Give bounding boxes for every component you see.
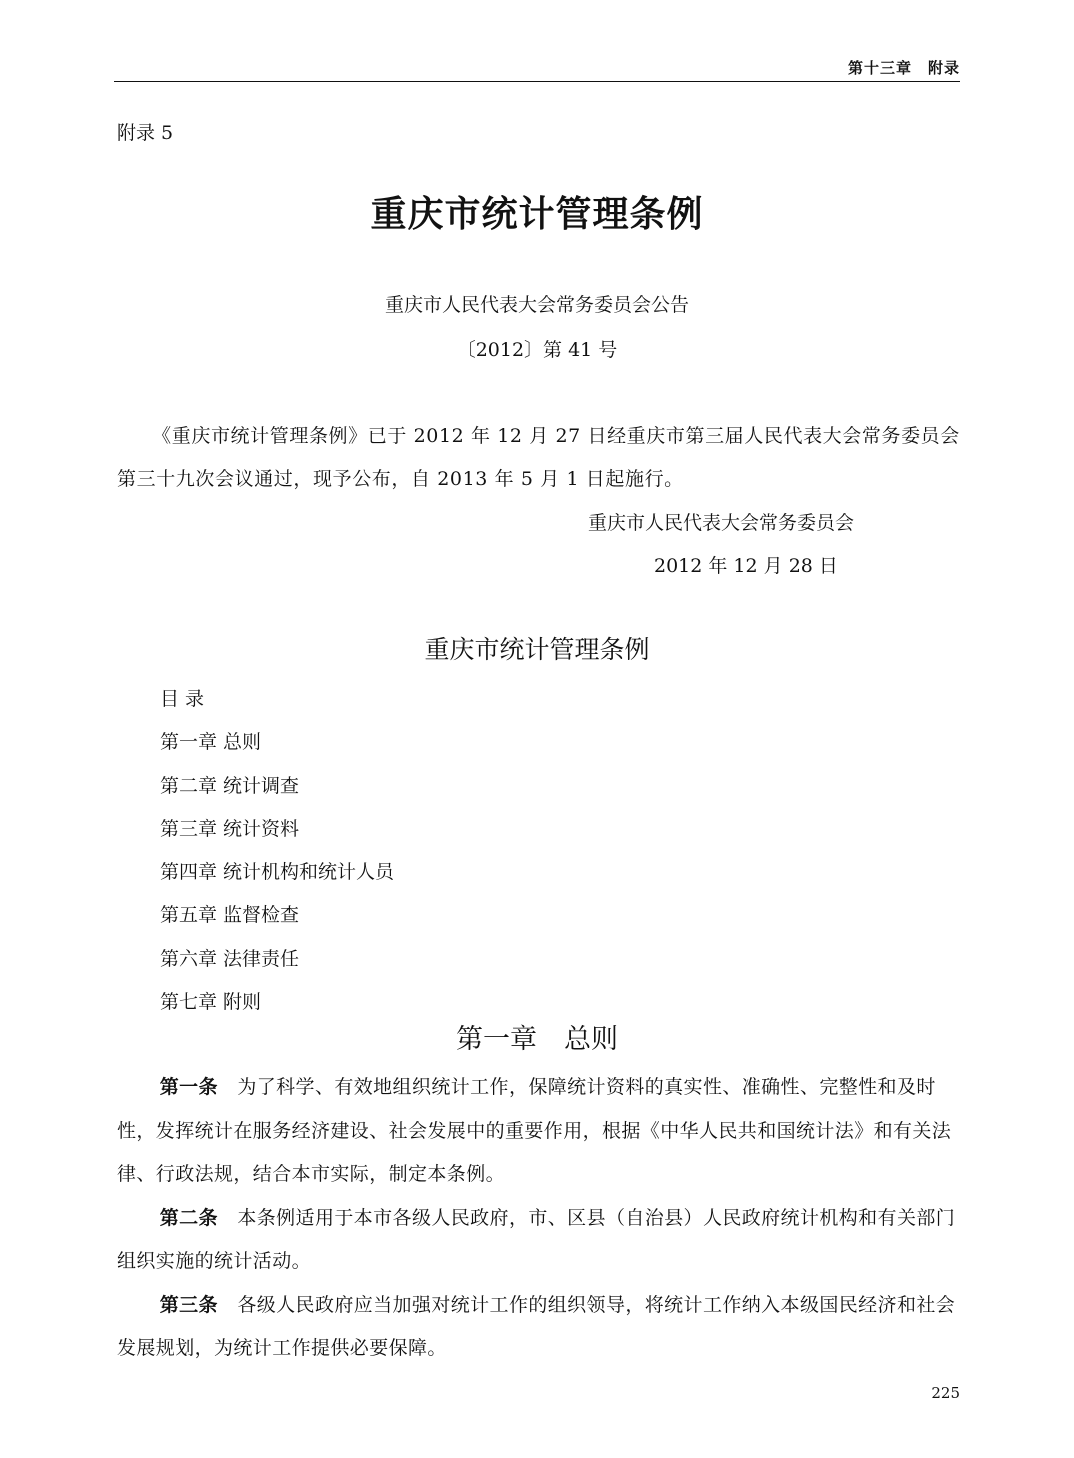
main-title: 重庆市统计管理条例 — [370, 193, 704, 235]
toc-item: 第六章 法律责任 — [160, 947, 300, 970]
article-number: 第二条 — [159, 1206, 218, 1229]
appendix-label: 附录 5 — [117, 122, 174, 144]
regulation-title: 重庆市统计管理条例 — [424, 635, 650, 664]
page-number: 225 — [931, 1384, 960, 1402]
toc-item: 第二章 统计调查 — [160, 774, 300, 797]
article-number: 第三条 — [159, 1293, 218, 1316]
toc-item: 第五章 监督检查 — [160, 904, 300, 927]
toc-item: 第三章 统计资料 — [160, 817, 300, 840]
notice-date: 2012 年 12 月 28 日 — [654, 555, 838, 577]
notice-paragraph: 《重庆市统计管理条例》已于 2012 年 12 月 27 日经重庆市第三届人民代表大会常务委员会第三十九次会议通过，现予公布，自 2013 年 5 月 1 日起施行。 — [117, 425, 960, 490]
article-text: 各级人民政府应当加强对统计工作的组织领导，将统计工作纳入本级国民经济和社会发展规划，为统计工作提供必要保障。 — [117, 1293, 956, 1359]
toc-item: 第四章 统计机构和统计人员 — [160, 861, 395, 884]
notice-issuer: 重庆市人民代表大会常务委员会 — [588, 512, 855, 534]
articles — [117, 1066, 963, 1371]
article-text: 本条例适用于本市各级人民政府，市、区县（自治县）人民政府统计机构和有关部门组织实施的统计活动。 — [117, 1206, 956, 1272]
article-1 — [117, 1066, 963, 1197]
running-header: 第十三章 附录 — [847, 59, 960, 77]
notice-number: 〔2012〕第 41 号 — [456, 339, 618, 361]
header-rule — [114, 81, 960, 82]
toc-item: 第七章 附则 — [160, 991, 262, 1014]
toc-heading: 目 录 — [160, 688, 205, 710]
article-2 — [117, 1197, 963, 1284]
chapter-heading: 第一章 总则 — [456, 1024, 618, 1055]
article-text: 为了科学、有效地组织统计工作，保障统计资料的真实性、准确性、完整性和及时性，发挥统计在服务经济建设、社会发展中的重要作用，根据《中华人民共和国统计法》和有关法律、行政法规，结合本市实际，制定本条例。 — [117, 1076, 952, 1185]
article-3 — [117, 1284, 963, 1371]
notice-body — [117, 415, 963, 501]
toc-item: 第一章 总则 — [160, 731, 262, 754]
table-of-contents — [160, 678, 394, 1024]
notice-title: 重庆市人民代表大会常务委员会公告 — [384, 294, 689, 316]
article-number: 第一条 — [159, 1076, 218, 1098]
